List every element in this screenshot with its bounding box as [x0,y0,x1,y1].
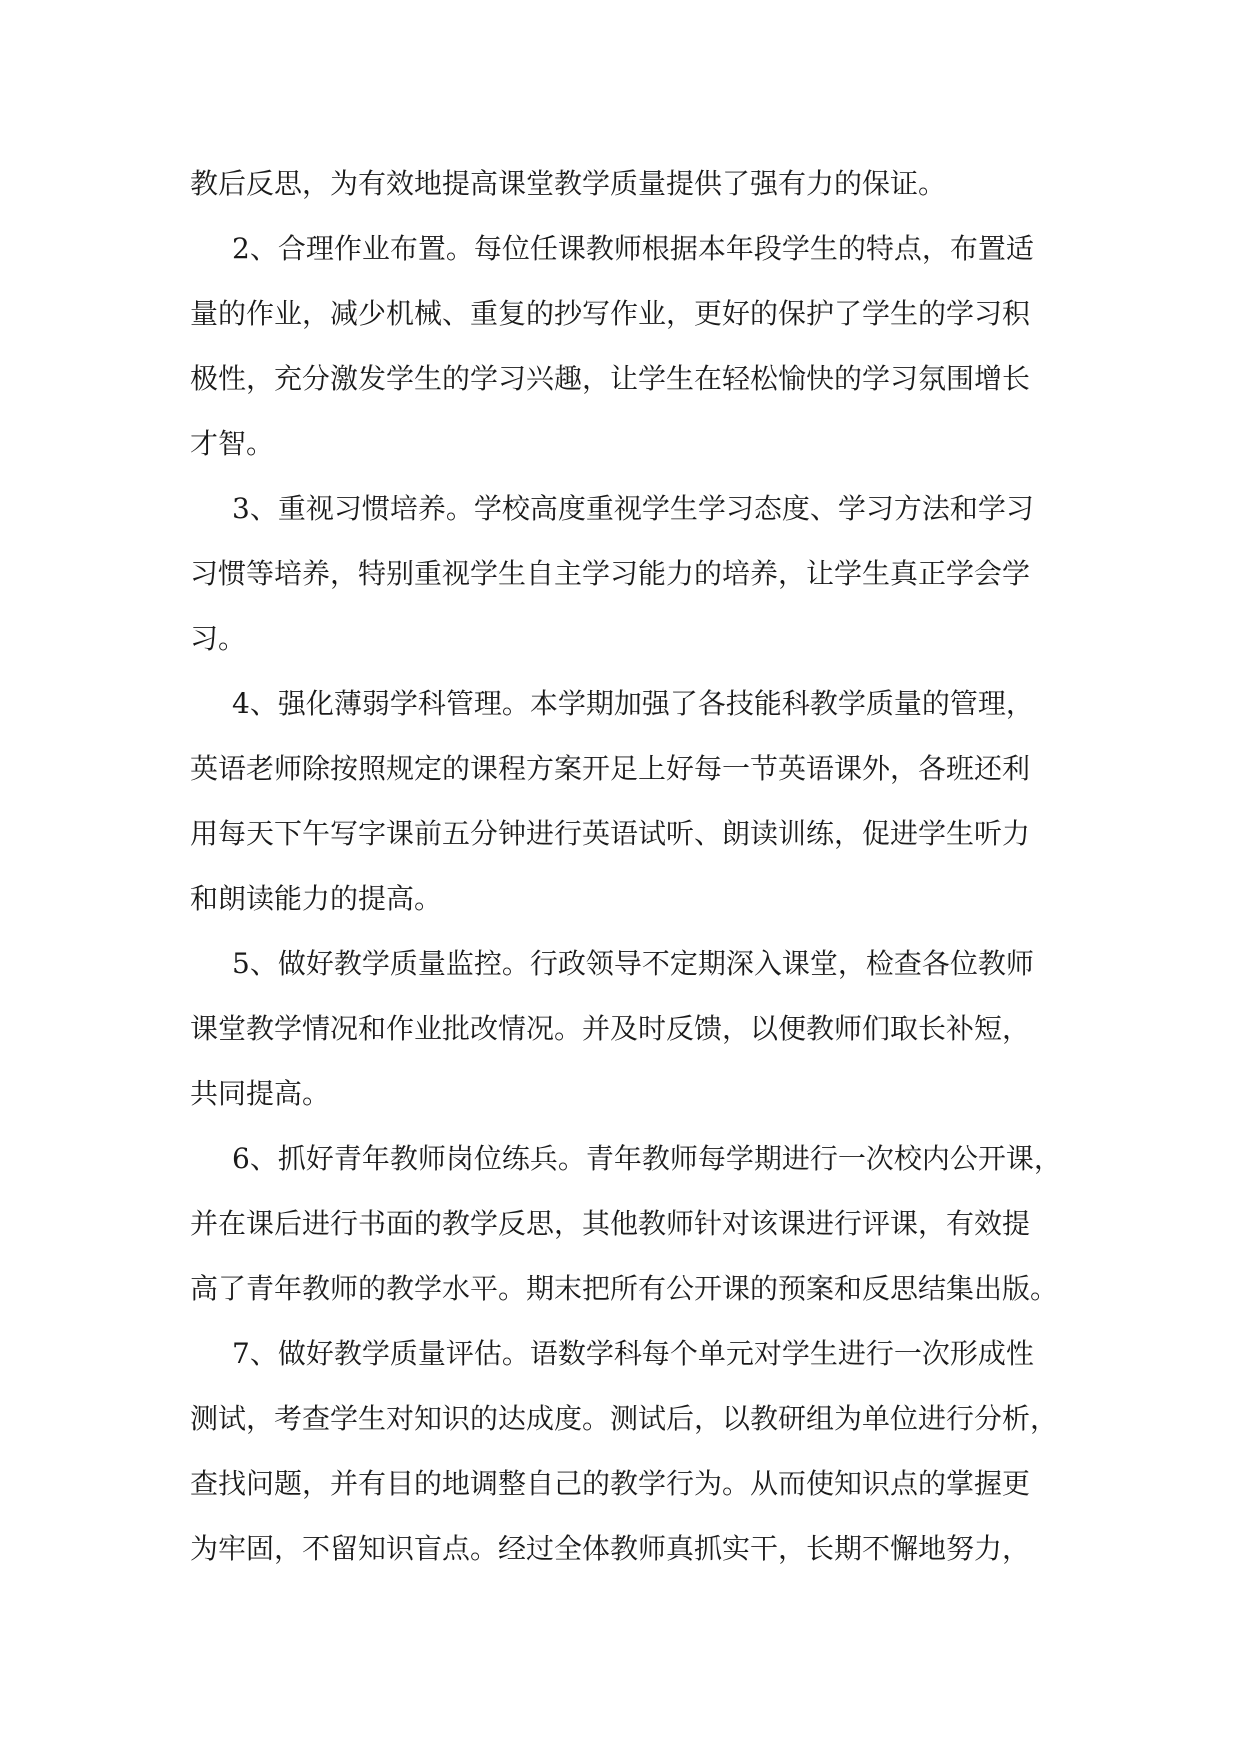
text-line: 才智。 [190,427,275,460]
text-line: 3、重视习惯培养。学校高度重视学生学习态度、学习方法和学习 [232,492,1034,525]
text-line: 量的作业，减少机械、重复的抄写作业，更好的保护了学生的学习积 [190,297,1031,330]
text-line: 共同提高。 [190,1077,331,1110]
text-line: 6、抓好青年教师岗位练兵。青年教师每学期进行一次校内公开课， [232,1142,1062,1175]
text-line: 教后反思，为有效地提高课堂教学质量提供了强有力的保证。 [190,167,947,200]
text-line: 并在课后进行书面的教学反思，其他教师针对该课进行评课，有效提 [190,1207,1031,1240]
text-line: 英语老师除按照规定的课程方案开足上好每一节英语课外，各班还利 [190,752,1031,785]
text-line: 4、强化薄弱学科管理。本学期加强了各技能科教学质量的管理， [232,687,1034,720]
document-body [190,158,1080,1588]
text-line: 测试，考查学生对知识的达成度。测试后，以教研组为单位进行分析， [190,1402,1059,1435]
text-line: 高了青年教师的教学水平。期末把所有公开课的预案和反思结集出版。 [190,1272,1059,1305]
text-line: 极性，充分激发学生的学习兴趣，让学生在轻松愉快的学习氛围增长 [190,362,1031,395]
text-line: 用每天下午写字课前五分钟进行英语试听、朗读训练，促进学生听力 [190,817,1031,850]
text-line: 2、合理作业布置。每位任课教师根据本年段学生的特点，布置适 [232,232,1034,265]
text-line: 为牢固，不留知识盲点。经过全体教师真抓实干，长期不懈地努力， [190,1532,1031,1565]
text-line: 课堂教学情况和作业批改情况。并及时反馈，以便教师们取长补短， [190,1012,1031,1045]
text-line: 习。 [190,622,247,655]
text-line: 和朗读能力的提高。 [190,882,443,915]
text-line: 5、做好教学质量监控。行政领导不定期深入课堂，检查各位教师 [232,947,1034,980]
text-line: 查找问题，并有目的地调整自己的教学行为。从而使知识点的掌握更 [190,1467,1031,1500]
text-line: 7、做好教学质量评估。语数学科每个单元对学生进行一次形成性 [232,1337,1034,1370]
text-line: 习惯等培养，特别重视学生自主学习能力的培养，让学生真正学会学 [190,557,1031,590]
